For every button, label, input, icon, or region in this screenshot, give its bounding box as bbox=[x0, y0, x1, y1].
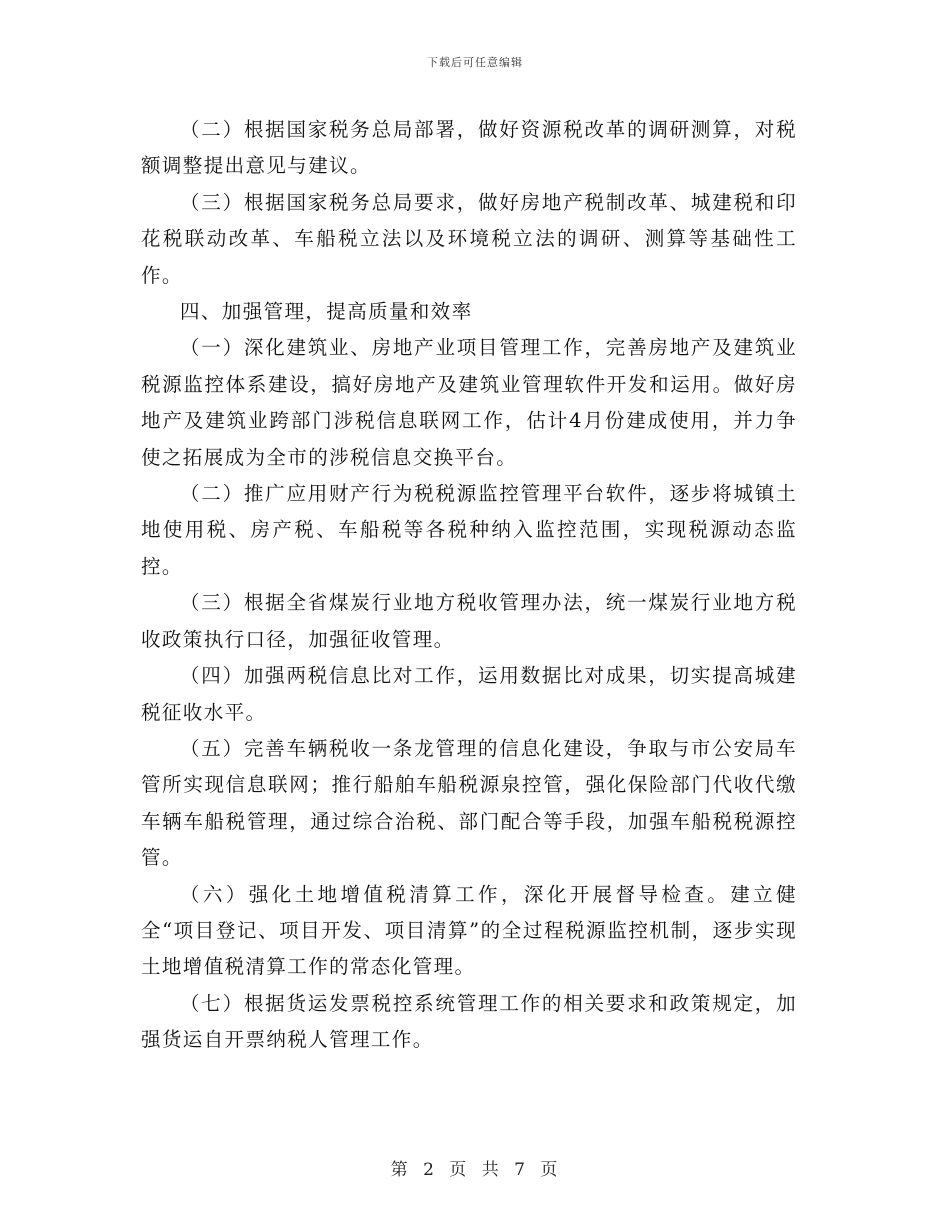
paragraph-4-6: （六）强化土地增值税清算工作，深化开展督导检查。建立健全“项目登记、项目开发、项目清算”的全过程税源监控机制，逐步实现土地增值税清算工作的常态化管理。 bbox=[141, 882, 797, 979]
body-text bbox=[141, 112, 797, 1059]
paragraph-4-3: （三）根据全省煤炭行业地方税收管理办法，统一煤炭行业地方税收政策执行口径，加强征收管理。 bbox=[141, 591, 797, 651]
paragraph-4-5: （五）完善车辆税收一条龙管理的信息化建设，争取与市公安局车管所实现信息联网；推行船舶车船税源泉控管，强化保险部门代收代缴车辆车船税管理，通过综合治税、部门配合等手段，加强车船税税源控管。 bbox=[141, 736, 797, 870]
paragraph-4-7: （七）根据货运发票税控系统管理工作的相关要求和政策规定，加强货运自开票纳税人管理工作。 bbox=[141, 991, 797, 1052]
paragraph-2-3: （三）根据国家税务总局要求，做好房地产税制改革、城建税和印花税联动改革、车船税立法以及环境税立法的调研、测算等基础性工作。 bbox=[141, 190, 797, 287]
paragraph-4-2: （二）推广应用财产行为税税源监控管理平台软件，逐步将城镇土地使用税、房产税、车船税等各税种纳入监控范围，实现税源动态监控。 bbox=[141, 482, 797, 578]
page-number-footer: 第 2 页 共 7 页 bbox=[390, 1160, 560, 1180]
paragraph-4-4: （四）加强两税信息比对工作，运用数据比对成果，切实提高城建税征收水平。 bbox=[141, 664, 797, 724]
paragraph-2-2: （二）根据国家税务总局部署，做好资源税改革的调研测算，对税额调整提出意见与建议。 bbox=[141, 118, 797, 178]
paragraph-4-1: （一）深化建筑业、房地产业项目管理工作，完善房地产及建筑业税源监控体系建设，搞好房地产及建筑业管理软件开发和运用。做好房地产及建筑业跨部门涉税信息联网工作，估计4月份建成使用，并力争使之拓展成为全市的涉税信息交换平台。 bbox=[141, 336, 797, 469]
page-header: 下载后可任意编辑 bbox=[427, 56, 523, 69]
section-heading-4: 四、加强管理，提高质量和效率 bbox=[180, 300, 473, 324]
